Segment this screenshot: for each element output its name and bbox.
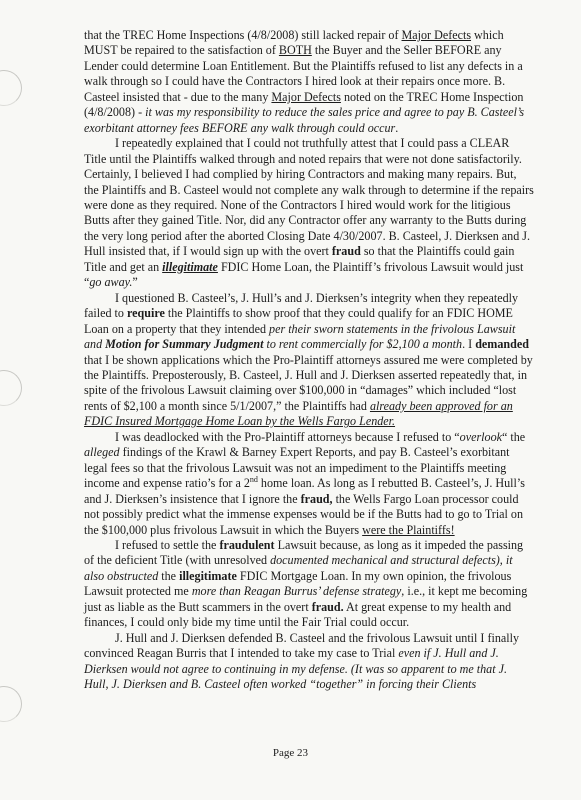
punch-hole-bottom (0, 686, 22, 722)
text-run: I repeatedly explained that I could not truthfully attest that I could pass a CLEAR Title until the Plaintiffs walked through and noted repairs that were not done satisfactorily. Certainly, I believed I had complied by hiring Contractors and making many repairs. But, the Plaintiffs and B. Casteel would not complete any walk through to determine if the repairs were done as they required. None of the Contractors I hired would work for the litigious Butts after they gained Title. Nor, did any Contractor offer any warranty to the Butts during the very long period after the aborted Closing Date 4/30/2007. B. Casteel, J. Dierksen and J. Hull insisted that, if I would sign up with the overt (84, 136, 534, 259)
text-run: . (395, 120, 399, 135)
text-run: FDIC Mortgage Loan. In my own opinion, the frivolous Lawsuit protected me (84, 568, 512, 599)
body-text (84, 28, 534, 692)
text-run: that I be shown applications which the Pro-Plaintiff attorneys assured me were completed by the Plaintiffs. Preposterously, B. Casteel, J. Hull and J. Dierksen asserted repeatedly that, in spite of the frivolous Lawsuit claiming over $100,000 in “damages” which included “lost rents of $2,100 a month since 5/1/2007,” the Plaintiffs had (84, 352, 533, 413)
text-run: so that the Plaintiffs could gain Title and get an (84, 244, 515, 274)
paragraph-6 (84, 631, 534, 693)
text-run: Major Defects (271, 89, 341, 104)
paragraph-1 (84, 28, 534, 136)
text-run: nd (249, 475, 258, 485)
text-run: home loan. As long as I rebutted B. Casteel’s, J. Hull’s and J. Dierksen’s insistence that I ignore the (84, 476, 525, 506)
text-run: demanded (475, 337, 529, 352)
text-run: more than Reagan Burrus’ defense strategy (191, 584, 402, 599)
text-run: J. Hull and J. Dierksen defended B. Casteel and the frivolous Lawsuit until I finally convinced Reagan Burris that I intended to take my case to Trial (84, 630, 520, 661)
text-run: the Plaintiffs to show proof that they could qualify for an FDIC HOME Loan on a property that they intended (84, 306, 513, 336)
text-run: fraud (331, 244, 361, 259)
text-run: which MUST be repaired to the satisfaction of (84, 28, 504, 58)
text-run: “ the (501, 429, 526, 444)
paragraph-2 (84, 136, 534, 291)
text-run: already been approved for an FDIC Insured Mortgage Home Loan by the Wells Fargo Lender. (84, 398, 513, 429)
text-run: At great expense to my health and finances, I could only bide my time until the Fair Trial could occur. (84, 599, 512, 630)
text-run: FDIC Home Loan, the Plaintiff’s frivolous Lawsuit would just “ (84, 259, 524, 290)
text-run: I refused to settle the (115, 537, 220, 552)
text-run: documented mechanical and structural defects), it also obstructed (84, 553, 513, 583)
text-run: illegitimate (179, 568, 237, 583)
text-run: illegitimate (162, 259, 218, 274)
text-run: the (158, 568, 180, 583)
text-run: fraudulent (219, 537, 275, 552)
text-run: even if J. Hull and J. Dierksen would not agree to continuing in my defense. (It was so apparent to me that J. Hull, J. Dierksen and B. Casteel often worked “together” in forcing their Clients (84, 646, 507, 692)
text-run: fraud. (311, 599, 344, 614)
text-run: the Buyer and the Seller BEFORE any Lender could determine Loan Entitlement. But the Plaintiffs refused to list any defects in a walk through so I could have the Contractors I hired look at their repairs once more. B. Casteel insisted that - due to the many (84, 43, 523, 104)
text-run: were the Plaintiffs! (362, 522, 455, 537)
punch-hole-middle (0, 370, 22, 406)
text-run: that the TREC Home Inspections (4/8/2008) still lacked repair of (84, 28, 402, 42)
text-run: findings of the Krawl & Barney Expert Reports, and pay B. Casteel’s exorbitant legal fees so that the frivolous Lawsuit was not an impediment to the Plaintiffs meeting income and expense ratio’s for a 2 (84, 445, 510, 491)
text-run: I was deadlocked with the Pro-Plaintiff attorneys because I refused to “ (115, 429, 460, 444)
page-number: Page 23 (272, 747, 309, 759)
text-run: to rent commercially for $2,100 a month (263, 337, 463, 352)
text-run: fraud, (300, 491, 333, 506)
text-run: overlook (459, 429, 502, 444)
paragraph-4 (84, 430, 534, 538)
paragraph-3 (84, 291, 534, 430)
text-run: it was my responsibility to reduce the sales price and agree to pay B. Casteel’s exorbitant attorney fees BEFORE any walk through could occur (84, 105, 525, 135)
text-run: BOTH (278, 43, 312, 58)
text-run: I questioned B. Casteel’s, J. Hull’s and J. Dierksen’s integrity when they repeatedly failed to (84, 290, 519, 321)
text-run: ” (132, 275, 138, 290)
paragraph-5 (84, 538, 534, 631)
text-run: . I (462, 337, 476, 352)
text-run: alleged (84, 445, 120, 460)
text-run: Motion for Summary Judgment (105, 337, 264, 352)
text-run: require (126, 306, 165, 321)
text-run: go away. (89, 275, 133, 290)
text-run: , i.e., it kept me becoming just as liable as the Butt scammers in the overt (84, 584, 528, 614)
text-run: the Wells Fargo Loan processor could not possibly predict what the immense expenses would be if the Butts had to go to Trial on the $100,000 plus frivolous Lawsuit in which the Buyers (84, 491, 524, 537)
text-run: per their sworn statements in the frivolous Lawsuit and (84, 321, 516, 352)
text-run: Major Defects (401, 28, 472, 42)
punch-hole-top (0, 70, 22, 106)
text-run: noted on the TREC Home Inspection (4/8/2008) - (84, 89, 524, 120)
text-run: Lawsuit because, as long as it impeded the passing of the deficient Title (with unresolved (84, 537, 524, 568)
